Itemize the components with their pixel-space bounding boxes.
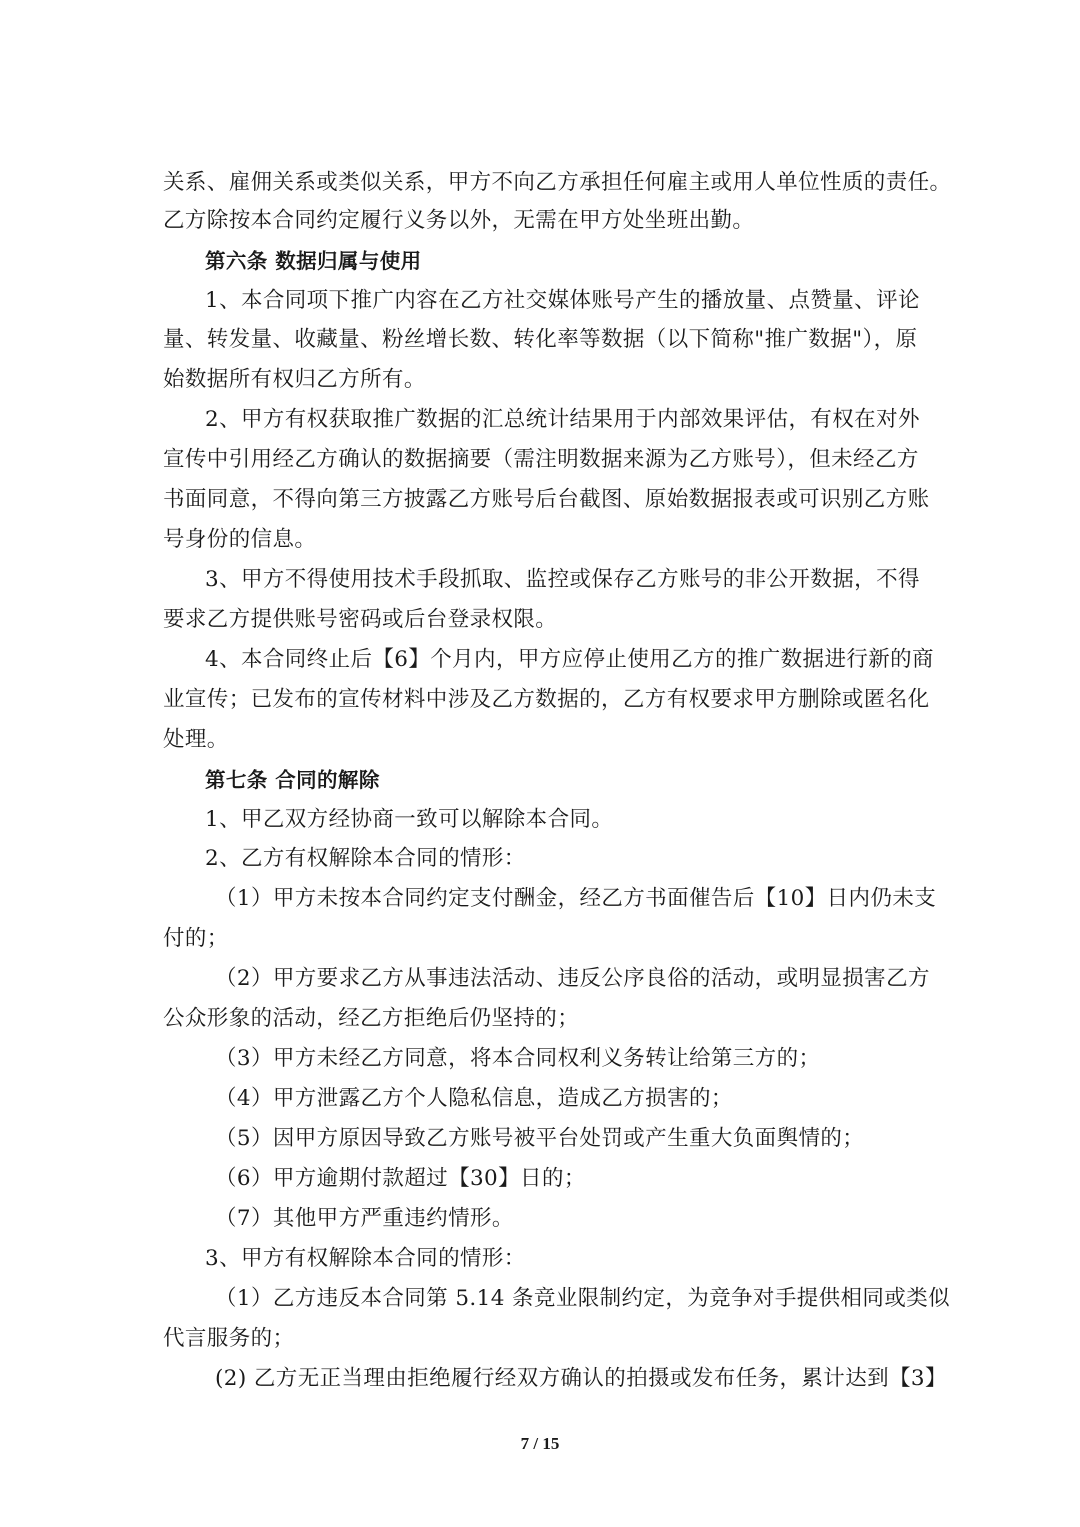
list-item-line: （1）乙方违反本合同第 5.14 条竞业限制约定，为竞争对手提供相同或类似 bbox=[215, 1286, 951, 1311]
section-heading-article-6: 第六条 数据归属与使用 bbox=[205, 249, 422, 273]
paragraph-line: 量、转发量、收藏量、粉丝增长数、转化率等数据（以下简称"推广数据"），原 bbox=[163, 327, 918, 352]
list-item-line: 公众形象的活动，经乙方拒绝后仍坚持的； bbox=[163, 1006, 580, 1031]
paragraph-line: 要求乙方提供账号密码或后台登录权限。 bbox=[163, 607, 558, 632]
list-item-line: （3）甲方未经乙方同意，将本合同权利义务转让给第三方的； bbox=[215, 1046, 821, 1071]
list-item-line: （4）甲方泄露乙方个人隐私信息，造成乙方损害的； bbox=[215, 1086, 733, 1111]
paragraph-line: 业宣传；已发布的宣传材料中涉及乙方数据的，乙方有权要求甲方删除或匿名化 bbox=[163, 687, 930, 712]
page-number: 7 / 15 bbox=[520, 1434, 560, 1453]
list-item-line: (2) 乙方无正当理由拒绝履行经双方确认的拍摄或发布任务，累计达到【3】 bbox=[215, 1366, 947, 1391]
section-heading-article-7: 第七条 合同的解除 bbox=[205, 768, 380, 792]
paragraph-line: 处理。 bbox=[163, 727, 229, 752]
paragraph-line: 始数据所有权归乙方所有。 bbox=[163, 367, 426, 392]
list-item-line: （2）甲方要求乙方从事违法活动、违反公序良俗的活动，或明显损害乙方 bbox=[215, 966, 930, 991]
paragraph-line: 2、甲方有权获取推广数据的汇总统计结果用于内部效果评估，有权在对外 bbox=[205, 407, 920, 432]
paragraph-line: 号身份的信息。 bbox=[163, 527, 317, 552]
paragraph-line: 1、甲乙双方经协商一致可以解除本合同。 bbox=[205, 807, 614, 832]
list-item-line: （6）甲方逾期付款超过【30】日的； bbox=[215, 1166, 586, 1191]
paragraph-line: 宣传中引用经乙方确认的数据摘要（需注明数据来源为乙方账号），但未经乙方 bbox=[163, 447, 919, 472]
list-item-line: 付的； bbox=[163, 926, 229, 951]
paragraph-line: 关系、雇佣关系或类似关系，甲方不向乙方承担任何雇主或用人单位性质的责任。 bbox=[163, 170, 952, 195]
list-item-line: （7）其他甲方严重违约情形。 bbox=[215, 1206, 514, 1231]
paragraph-line: 2、乙方有权解除本合同的情形： bbox=[205, 846, 526, 871]
paragraph-line: 3、甲方有权解除本合同的情形： bbox=[205, 1246, 526, 1271]
paragraph-line: 4、本合同终止后【6】个月内，甲方应停止使用乙方的推广数据进行新的商 bbox=[205, 647, 934, 672]
list-item-line: 代言服务的； bbox=[163, 1326, 295, 1351]
list-item-line: （1）甲方未按本合同约定支付酬金，经乙方书面催告后【10】日内仍未支 bbox=[215, 886, 937, 911]
paragraph-line: 书面同意，不得向第三方披露乙方账号后台截图、原始数据报表或可识别乙方账 bbox=[163, 487, 930, 512]
paragraph-line: 乙方除按本合同约定履行义务以外，无需在甲方处坐班出勤。 bbox=[163, 208, 755, 233]
list-item-line: （5）因甲方原因导致乙方账号被平台处罚或产生重大负面舆情的； bbox=[215, 1126, 865, 1151]
paragraph-line: 3、甲方不得使用技术手段抓取、监控或保存乙方账号的非公开数据，不得 bbox=[205, 567, 920, 592]
paragraph-line: 1、本合同项下推广内容在乙方社交媒体账号产生的播放量、点赞量、评论 bbox=[205, 288, 920, 313]
